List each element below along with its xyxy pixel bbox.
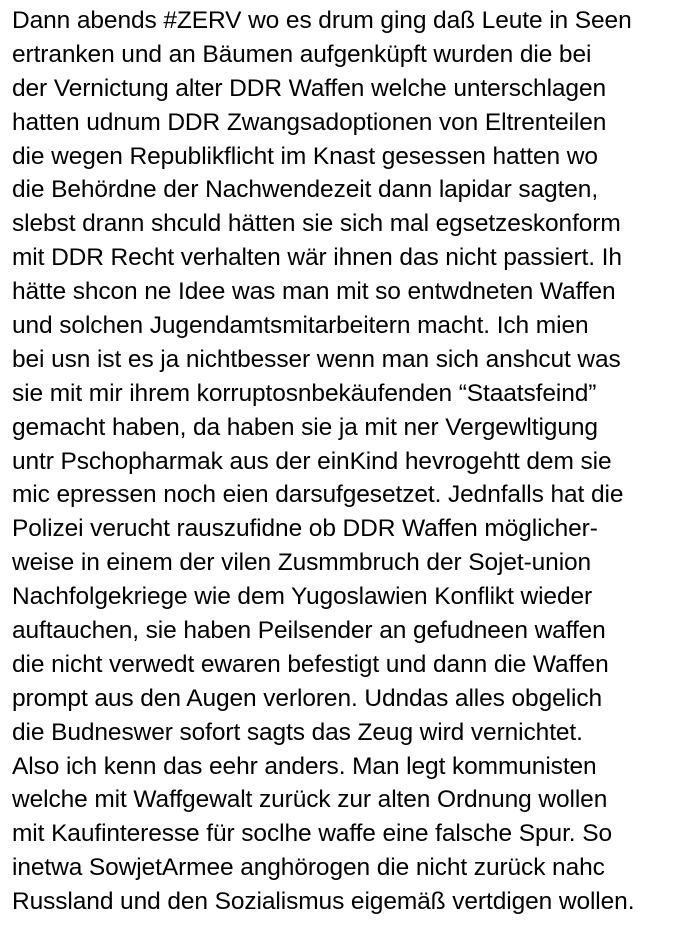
text-line: und solchen Jugendamtsmitarbeitern macht. Ich mien (12, 312, 589, 340)
text-line: prompt aus den Augen verloren. Udndas alles obgelich (12, 684, 602, 712)
text-line: welche mit Waffgewalt zurück zur alten Ordnung wollen (12, 786, 608, 814)
text-line: mit DDR Recht verhalten wär ihnen das nicht passiert. Ih (12, 244, 622, 272)
text-line: mit Kaufinteresse für soclhe waffe eine falsche Spur. So (12, 820, 612, 848)
text-line: hatten udnum DDR Zwangsadoptionen von Eltrenteilen (12, 108, 607, 136)
text-line: Russland und den Sozialismus eigemäß vertdigen wollen. (12, 888, 635, 916)
text-line: bei usn ist es ja nichtbesser wenn man sich anshcut was (12, 345, 621, 373)
text-line: gemacht haben, da haben sie ja mit ner Vergewltigung (12, 413, 598, 441)
text-line: untr Pschopharmak aus der einKind hevrogehtt dem sie (12, 447, 612, 475)
text-line: Polizei verucht rauszufidne ob DDR Waffen möglicher- (12, 515, 598, 543)
text-line: der Vernictung alter DDR Waffen welche unterschlagen (12, 74, 607, 102)
text-line: mic epressen noch eien darsufgesetzet. Jednfalls hat die (12, 481, 624, 509)
text-line: hätte shcon ne Idee was man mit so entwdneten Waffen (12, 278, 616, 306)
text-line: Nachfolgekriege wie dem Yugoslawien Konflikt wieder (12, 583, 593, 611)
text-line: sie mit mir ihrem korruptosnbekäufenden “Staatsfeind” (12, 379, 597, 407)
text-line: inetwa SowjetArmee anghörogen die nicht zurück nahc (12, 854, 605, 882)
text-line: die wegen Republikflicht im Knast gesessen hatten wo (12, 142, 598, 170)
text-line: die Behördne der Nachwendezeit dann lapidar sagten, (12, 176, 599, 204)
text-line: Dann abends #ZERV wo es drum ging daß Leute in Seen (12, 7, 632, 34)
text-line: slebst drann shculd hätten sie sich mal egsetzeskonform (12, 210, 621, 238)
text-line: weise in einem der vilen Zusmmbruch der Sojet-union (12, 549, 592, 577)
text-line: ertranken und an Bäumen aufgenküpft wurden die bei (12, 40, 592, 68)
body-text (12, 4, 680, 919)
text-line: die Budneswer sofort sagts das Zeug wird vernichtet. (12, 718, 583, 746)
text-line: Also ich kenn das eehr anders. Man legt kommunisten (12, 752, 597, 780)
text-line: auftauchen, sie haben Peilsender an gefudneen waffen (12, 617, 606, 645)
text-line: die nicht verwedt ewaren befestigt und dann die Waffen (12, 650, 609, 678)
